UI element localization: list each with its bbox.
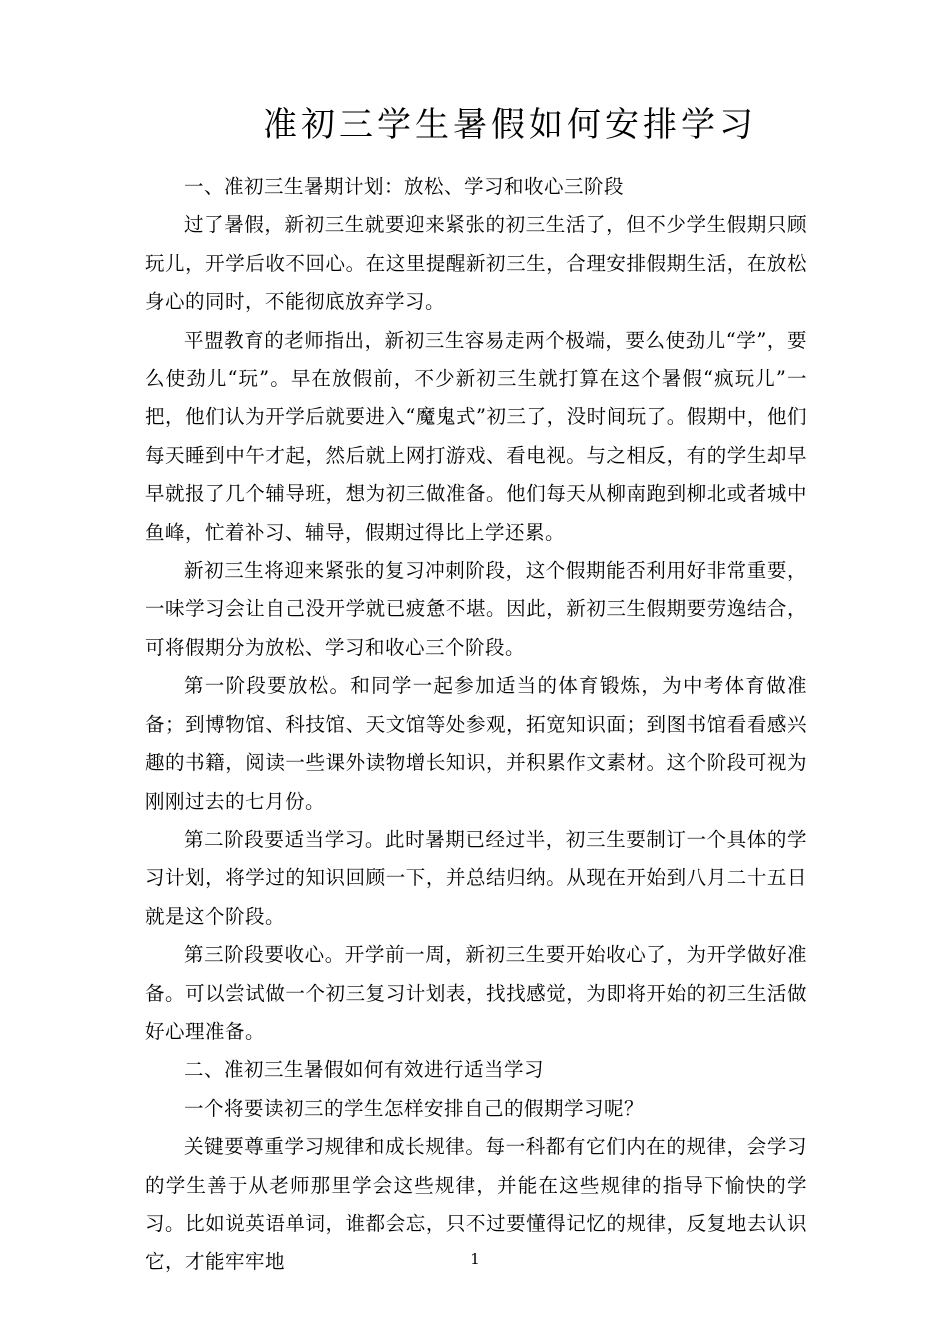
paragraph: 一个将要读初三的学生怎样安排自己的假期学习呢？ bbox=[184, 1096, 645, 1120]
document-body bbox=[145, 168, 807, 1282]
paragraph: 第三阶段要收心。开学前一周，新初三生要开始收心了，为开学做好准备。可以尝试做一个初三复习计划表，找找感觉，为即将开始的初三生活做好心理准备。 bbox=[145, 943, 807, 1043]
paragraph: 第一阶段要放松。和同学一起参加适当的体育锻炼，为中考体育做准备；到博物馆、科技馆、天文馆等处参观，拓宽知识面；到图书馆看看感兴趣的书籍，阅读一些课外读物增长知识，并积累作文素材。这个阶段可视为刚刚过去的七月份。 bbox=[145, 674, 807, 813]
section-heading-2: 二、准初三生暑假如何有效进行适当学习 bbox=[184, 1058, 545, 1082]
paragraph: 关键要尊重学习规律和成长规律。每一科都有它们内在的规律，会学习的学生善于从老师那里学会这些规律，并能在这些规律的指导下愉快的学习。比如说英语单词，谁都会忘，只不过要懂得记忆的规律，反复地去认识它，才能牢牢地 bbox=[145, 1135, 807, 1274]
paragraph: 第二阶段要适当学习。此时暑期已经过半，初三生要制订一个具体的学习计划，将学过的知识回顾一下，并总结归纳。从现在开始到八月二十五日就是这个阶段。 bbox=[145, 827, 807, 928]
document-title: 准初三学生暑假如何安排学习 bbox=[263, 105, 757, 145]
paragraph: 新初三生将迎来紧张的复习冲刺阶段，这个假期能否利用好非常重要，一味学习会让自己没开学就已疲惫不堪。因此，新初三生假期要劳逸结合，可将假期分为放松、学习和收心三个阶段。 bbox=[145, 559, 807, 659]
paragraph: 过了暑假，新初三生就要迎来紧张的初三生活了，但不少学生假期只顾玩儿，开学后收不回心。在这里提醒新初三生，合理安排假期生活，在放松身心的同时，不能彻底放弃学习。 bbox=[145, 213, 807, 314]
section-heading-1: 一、准初三生暑期计划：放松、学习和收心三阶段 bbox=[184, 175, 625, 198]
page-number: 1 bbox=[470, 1250, 480, 1268]
paragraph: 平盟教育的老师指出，新初三生容易走两个极端，要么使劲儿“学”，要么使劲儿“玩”。早在放假前，不少新初三生就打算在这个暑假“疯玩儿”一把，他们认为开学后就要进入“魔鬼式”初三了，没时间玩了。假期中，他们每天睡到中午才起，然后就上网打游戏、看电视。与之相反，有的学生却早早就报了几个辅导班，想为初三做准备。他们每天从柳南跑到柳北或者城中鱼峰，忙着补习、辅导，假期过得比上学还累。 bbox=[145, 328, 807, 544]
